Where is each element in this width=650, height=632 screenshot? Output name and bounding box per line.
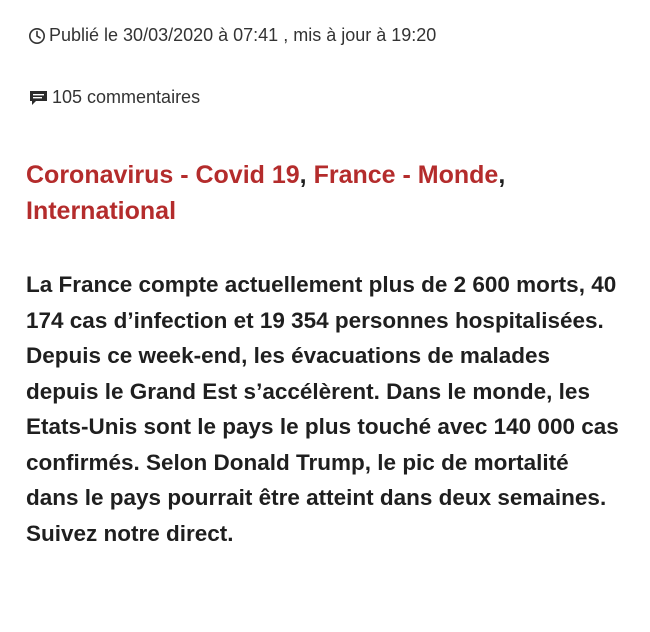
publication-info [28,25,436,46]
category-tags [26,157,616,229]
comment-bubble-icon[interactable] [28,89,49,107]
tag-separator: , [299,161,307,189]
comments-info[interactable] [28,87,200,108]
tag-separator: , [498,161,506,189]
article-lead: La France compte actuellement plus de 2 600 morts, 40 174 cas d’infection et 19 354 personnes hospitalisées. Depuis ce week-end, les évacuations de malades depuis le Grand Est s’accélèrent. Dans le monde, les Etats-Unis sont le pays le plus touché avec 140 000 cas confirmés. Selon Donald Trump, le pic de mortalité dans le pays pourrait être atteint dans deux semaines. Suivez notre direct. [26,272,619,546]
publication-date: Publié le 30/03/2020 à 07:41 , mis à jour à 19:20 [49,25,437,45]
comments-count-link[interactable]: 105 commentaires [52,87,201,107]
tag-france-monde[interactable]: France - Monde [313,161,499,189]
clock-icon [28,27,46,45]
tag-international[interactable]: International [26,197,177,225]
tag-coronavirus-covid-19[interactable]: Coronavirus - Covid 19 [26,161,300,189]
